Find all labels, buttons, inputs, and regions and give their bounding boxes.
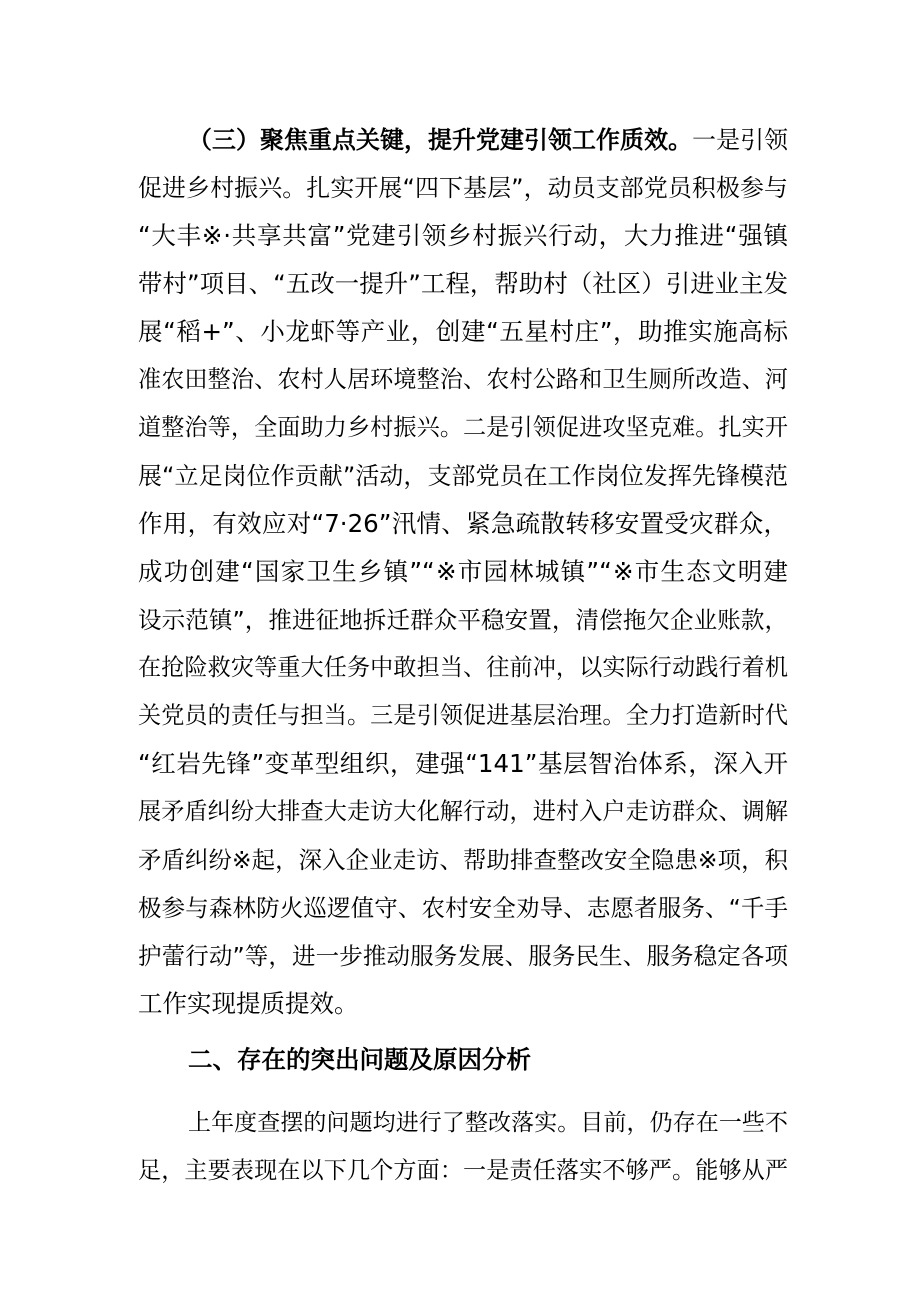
paragraph-line: 展“稻+”、小龙虾等产业，创建“五星村庄”，助推实施高标 [138,317,788,346]
paragraph-line: 极参与森林防火巡逻值守、农村安全劝导、志愿者服务、“千手 [138,894,788,922]
paragraph-line: “大丰※·共享共富”党建引领乡村振兴行动，大力推进“强镇 [138,221,788,250]
paragraph-line: 工作实现提质提效。 [138,989,359,1018]
paragraph-line: 准农田整治、农村人居环境整治、农村公路和卫生厕所改造、河 [138,367,788,393]
paragraph-line: 带村”项目、“五改一提升”工程，帮助村（社区）引进业主发 [138,269,788,298]
paragraph-line: 足，主要表现在以下几个方面：一是责任落实不够严。能够从严 [138,1158,788,1184]
paragraph-line: 护蕾行动”等，进一步推动服务发展、服务民生、服务稳定各项 [138,942,788,970]
paragraph-line: 矛盾纠纷※起，深入企业走访、帮助排查整改安全隐患※项，积 [138,846,788,874]
paragraph-line: “红岩先锋”变革型组织，建强“141”基层智治体系，深入开 [138,749,788,778]
paragraph-line: 上年度查摆的问题均进行了整改落实。目前，仍存在一些不 [188,1110,788,1136]
paragraph-line: 道整治等，全面助力乡村振兴。二是引领促进攻坚克难。扎实开 [138,415,788,441]
paragraph-line: 成功创建“国家卫生乡镇”“※市园林城镇”“※市生态文明建 [138,557,788,586]
paragraph-line: 作用，有效应对“7·26”汛情、紧急疏散转移安置受灾群众， [138,509,788,538]
paragraph-line: 促进乡村振兴。扎实开展“四下基层”，动员支部党员积极参与 [138,174,788,202]
section-heading: 二、存在的突出问题及原因分析 [188,1045,531,1074]
paragraph-line: 展“立足岗位作贡献”活动，支部党员在工作岗位发挥先锋模范 [138,462,788,490]
paragraph-line: 展矛盾纠纷大排查大走访大化解行动，进村入户走访群众、调解 [138,799,788,825]
paragraph-line: 在抢险救灾等重大任务中敢担当、往前冲，以实际行动践行着机 [138,655,788,681]
section3-heading: （三）聚焦重点关键，提升党建引领工作质效。 [188,126,693,154]
section3-first-line [188,125,788,155]
section3-first-line-text: 一是引领 [692,126,788,154]
paragraph-line: 设示范镇”，推进征地拆迁群众平稳安置，清偿拖欠企业账款， [138,606,788,634]
paragraph-line: 关党员的责任与担当。三是引领促进基层治理。全力打造新时代 [138,703,788,729]
